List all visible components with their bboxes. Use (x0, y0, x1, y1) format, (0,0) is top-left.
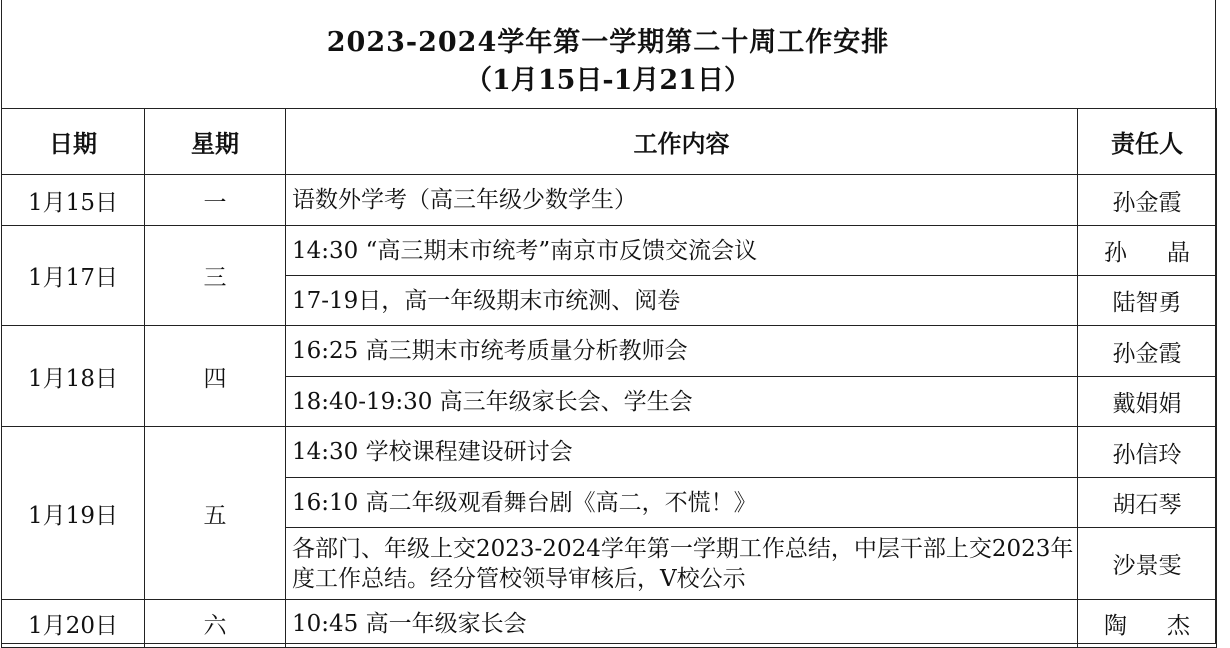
document-title (0, 0, 1216, 108)
content-cell: 14:30 “高三期末市统考”南京市反馈交流会议 (286, 226, 1078, 276)
table-row (2, 427, 1217, 478)
person-cell: 孙金霞 (1078, 175, 1217, 226)
person-cell (1078, 226, 1230, 276)
person-cell: 沙景雯 (1078, 528, 1217, 600)
person-name: 孙晶 (1104, 240, 1230, 266)
weekday-cell: 三 (145, 226, 286, 326)
table-row (2, 226, 1217, 276)
header-row (2, 109, 1217, 175)
schedule-table (1, 108, 1230, 648)
title-line-1: 2023-2024学年第一学期第二十周工作安排 (326, 27, 890, 58)
content-cell: 17-19日，高一年级期末市统测、阅卷 (286, 276, 1078, 326)
table-row (2, 326, 1217, 377)
content-cell: 语数外学考（高三年级少数学生） (286, 175, 1078, 226)
content-cell: 16:10 高二年级观看舞台剧《高二，不慌！》 (286, 478, 1078, 528)
content-cell: 14:30 学校课程建设研讨会 (286, 427, 1078, 478)
person-name: 陶杰 (1104, 613, 1230, 639)
weekday-cell: 一 (145, 175, 286, 226)
content-cell: 16:25 高三期末市统考质量分析教师会 (286, 326, 1078, 377)
table-row (2, 175, 1217, 226)
header-date: 日期 (2, 109, 145, 175)
date-cell: 1月20日 (2, 600, 145, 648)
person-cell: 孙信玲 (1078, 427, 1217, 478)
date-cell: 1月15日 (2, 175, 145, 226)
date-cell: 1月17日 (2, 226, 145, 326)
person-cell: 戴娟娟 (1078, 377, 1217, 427)
person-cell: 陆智勇 (1078, 276, 1217, 326)
content-cell: 各部门、年级上交2023-2024学年第一学期工作总结，中层干部上交2023年度工作总结。经分管校领导审核后，V校公示 (286, 528, 1078, 600)
person-cell (1078, 600, 1230, 648)
content-cell: 18:40-19:30 高三年级家长会、学生会 (286, 377, 1078, 427)
title-line-2: （1月15日-1月21日） (465, 65, 751, 96)
person-cell: 胡石琴 (1078, 478, 1217, 528)
header-weekday: 星期 (145, 109, 286, 175)
weekday-cell: 四 (145, 326, 286, 427)
date-cell: 1月19日 (2, 427, 145, 600)
table-row (2, 600, 1217, 648)
person-cell: 孙金霞 (1078, 326, 1217, 377)
date-cell: 1月18日 (2, 326, 145, 427)
header-person: 责任人 (1078, 109, 1217, 175)
weekday-cell: 六 (145, 600, 286, 648)
header-content: 工作内容 (286, 109, 1078, 175)
content-cell: 10:45 高一年级家长会 (286, 600, 1078, 648)
weekday-cell: 五 (145, 427, 286, 600)
